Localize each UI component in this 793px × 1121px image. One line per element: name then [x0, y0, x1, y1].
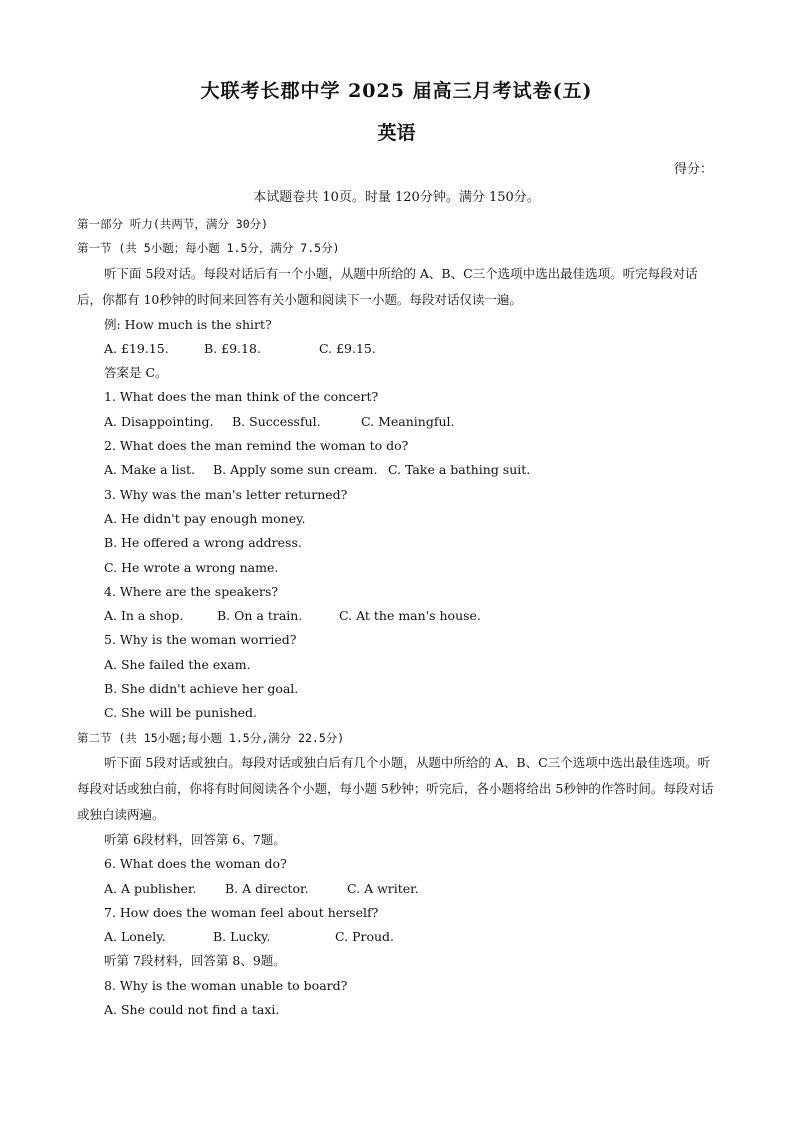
exam-body	[77, 212, 719, 1022]
q4-option-c: C. At the man's house.	[339, 608, 481, 624]
q5-option-c: C. She will be punished.	[104, 705, 258, 721]
q6-option-c: C. A writer.	[347, 880, 419, 896]
q1-option-a: A. Disappointing.	[104, 413, 214, 429]
q3-option-c: C. He wrote a wrong name.	[104, 559, 279, 575]
q3-option-a: A. He didn't pay enough money.	[104, 510, 306, 526]
subject-title: 英语	[377, 122, 416, 144]
q1-option-c: C. Meaningful.	[361, 413, 455, 429]
question-7-options	[77, 925, 719, 949]
question-2-options	[77, 458, 719, 482]
q7-option-c: C. Proud.	[335, 929, 395, 945]
q3-option-b: B. He offered a wrong address.	[104, 535, 302, 551]
section1-instructions: 听下面 5段对话。每段对话后有一个小题，从题中所给的 A、B、C三个选项中选出最佳选项。听完每段对话后，你都有 10秒钟的时间来回答有关小题和阅读下一小题。每段对话仅读一遍。	[77, 265, 698, 307]
exam-title: 大联考长郡中学 2025 届高三月考试卷(五)	[200, 80, 593, 102]
question-6-options	[77, 877, 719, 901]
example-option-c: C. £9.15.	[319, 340, 376, 356]
q1-option-b: B. Successful.	[232, 413, 321, 429]
question-1-options	[77, 410, 719, 434]
exam-info: 本试题卷共 10页。时量 120分钟。满分 150分。	[253, 190, 540, 205]
q2-option-b: B. Apply some sun cream.	[213, 462, 378, 478]
material-6-note: 听第 6段材料，回答第 6、7题。	[104, 831, 286, 847]
section2-instructions: 听下面 5段对话或独白。每段对话或独白后有几个小题，从题中所给的 A、B、C三个选项中选出最佳选项。听每段对话或独白前，你将有时间阅读各个小题，每小题 5秒钟；听完后，各小题将给出 5秒钟的作答时间。每段对话或独白读两遍。	[77, 754, 714, 822]
question-2: 2. What does the man remind the woman to do?	[104, 438, 409, 454]
example-option-a: A. £19.15.	[104, 340, 169, 356]
q4-option-a: A. In a shop.	[104, 608, 184, 624]
question-7: 7. How does the woman feel about herself?	[104, 904, 379, 920]
q6-option-a: A. A publisher.	[104, 880, 197, 896]
question-1: 1. What does the man think of the concert?	[104, 389, 379, 405]
part1-heading: 第一部分 听力(共两节，满分 30分)	[77, 217, 269, 231]
q5-option-b: B. She didn't achieve her goal.	[104, 681, 299, 697]
example-answer: 答案是 C。	[104, 365, 168, 381]
question-6: 6. What does the woman do?	[104, 856, 287, 872]
question-8: 8. Why is the woman unable to board?	[104, 977, 348, 993]
example-options	[77, 337, 719, 361]
example-question: 例: How much is the shirt?	[104, 316, 272, 332]
q5-option-a: A. She failed the exam.	[104, 656, 251, 672]
q7-option-a: A. Lonely.	[104, 929, 166, 945]
question-5: 5. Why is the woman worried?	[104, 632, 297, 648]
question-4: 4. Where are the speakers?	[104, 583, 279, 599]
section2-heading: 第二节 (共 15小题;每小题 1.5分,满分 22.5分)	[77, 730, 345, 745]
q4-option-b: B. On a train.	[217, 608, 303, 624]
q8-option-a: A. She could not find a taxi.	[104, 1002, 280, 1018]
section1-heading: 第一节 (共 5小题；每小题 1.5分，满分 7.5分)	[77, 241, 340, 256]
q7-option-b: B. Lucky.	[213, 929, 271, 945]
example-option-b: B. £9.18.	[204, 340, 261, 356]
q2-option-a: A. Make a list.	[104, 462, 196, 478]
q2-option-c: C. Take a bathing suit.	[388, 462, 531, 478]
score-label: 得分：	[673, 162, 713, 177]
question-4-options	[77, 604, 719, 628]
q6-option-b: B. A director.	[225, 880, 309, 896]
question-3: 3. Why was the man's letter returned?	[104, 486, 348, 502]
material-7-note: 听第 7段材料，回答第 8、9题。	[104, 953, 286, 969]
